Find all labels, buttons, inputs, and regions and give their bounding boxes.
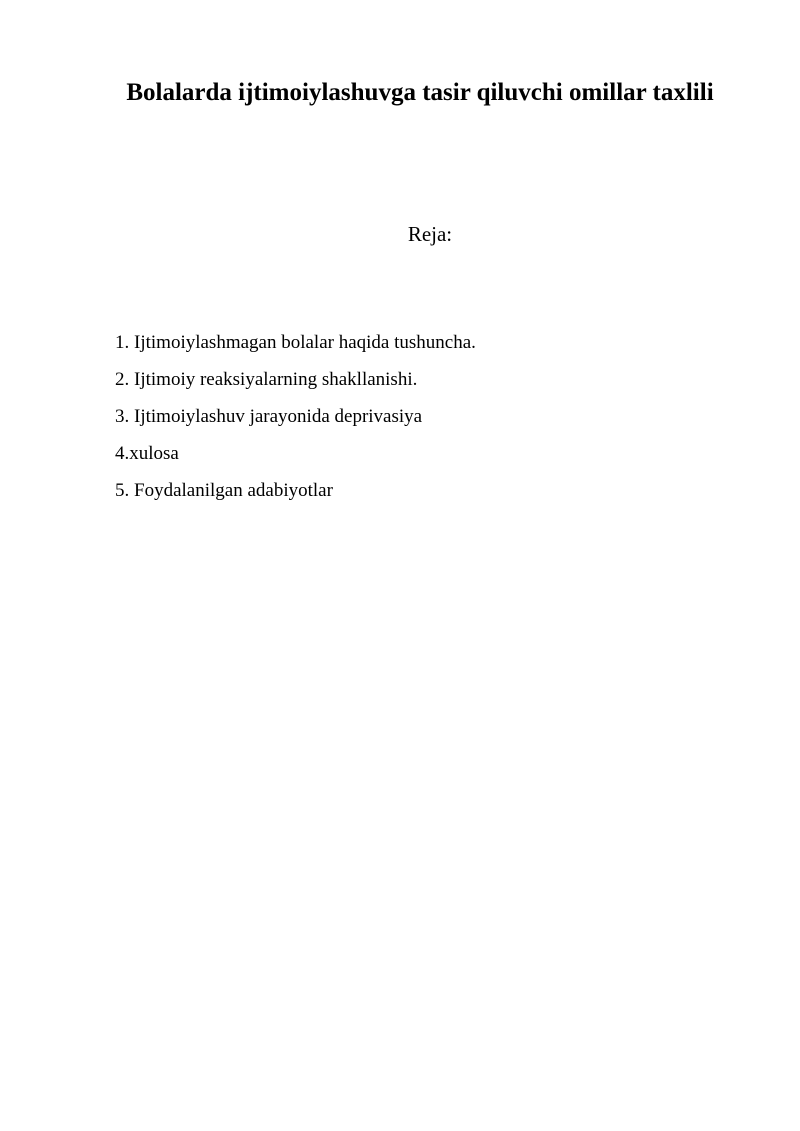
plan-heading: Reja:: [407, 222, 453, 246]
plan-item: 2. Ijtimoiy reaksiyalarning shakllanishi.: [115, 369, 418, 390]
plan-item: 3. Ijtimoiylashuv jarayonida deprivasiya: [115, 406, 423, 427]
plan-item: 1. Ijtimoiylashmagan bolalar haqida tushuncha.: [115, 332, 476, 353]
plan-item: 4.xulosa: [115, 443, 179, 464]
document-title: Bolalarda ijtimoiylashuvga tasir qiluvchi omillar taxlili: [126, 79, 714, 106]
plan-item: 5. Foydalanilgan adabiyotlar: [115, 480, 333, 501]
plan-list: [115, 324, 476, 509]
